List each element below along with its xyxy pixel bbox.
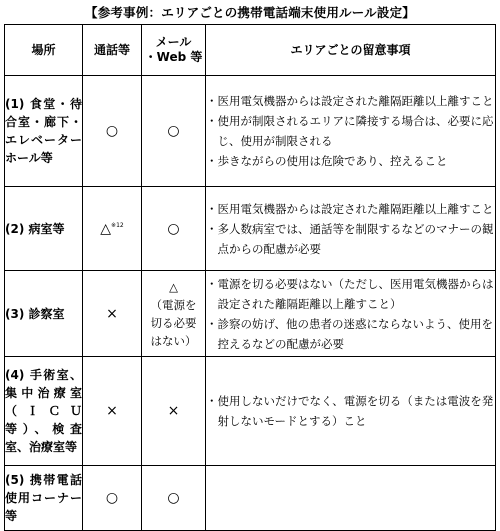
row-call	[83, 466, 142, 531]
note-item	[206, 111, 495, 151]
header-mail-line2: ・Web 等	[144, 50, 203, 64]
note-text: 使用が制限されるエリアに隣接する場合は、必要に応じ、使用が制限される	[217, 114, 494, 148]
note-text: 医用電気機器からは設定された離隔距離以上離すこと	[217, 201, 494, 216]
note-text: 多人数病室では、通話等を制限するなどのマナーの観点からの配慮が必要	[217, 221, 494, 256]
row-call	[83, 271, 142, 357]
mail-symbol: ○	[167, 490, 180, 506]
note-bullet: ・	[206, 316, 218, 331]
header-call: 通話等	[83, 25, 142, 76]
note-bullet: ・	[206, 276, 218, 291]
row-mail	[142, 466, 206, 531]
header-mail-line1: メール	[155, 35, 192, 49]
note-bullet: ・	[206, 94, 218, 108]
row-mail	[142, 76, 206, 187]
note-text: 使用しないだけでなく、電源を切る（または電波を発射しないモードとする）こと	[217, 394, 494, 428]
table-row	[5, 357, 496, 466]
row-mail	[142, 271, 206, 357]
row-call	[83, 76, 142, 187]
row-place: (3) 診察室	[5, 271, 83, 357]
note-item	[206, 199, 495, 219]
header-place: 場所	[5, 25, 83, 76]
row-notes	[206, 271, 496, 357]
note-text: 診察の妨げ、他の患者の迷惑にならないよう、使用を控えるなどの配慮が必要	[217, 316, 494, 351]
note-item	[206, 151, 495, 171]
note-item	[206, 91, 495, 111]
table-row	[5, 466, 496, 531]
row-mail	[142, 357, 206, 466]
row-place: (4) 手術室、集中治療室（ＩＣＵ等）、検査室、治療室等	[5, 357, 83, 466]
call-footnote-ref: ※12	[111, 221, 124, 229]
note-bullet: ・	[206, 221, 218, 236]
note-item	[206, 219, 495, 259]
note-item	[206, 391, 495, 431]
row-place: (5) 携帯電話使用コーナー等	[5, 466, 83, 531]
note-text: 電源を切る必要はない（ただし、医用電気機器からは設定された離隔距離以上離すこと）	[217, 276, 494, 311]
table-header-row	[5, 25, 496, 76]
note-bullet: ・	[206, 154, 218, 168]
call-symbol: ○	[105, 123, 119, 139]
call-symbol: ○	[105, 490, 119, 506]
call-symbol: △	[100, 220, 112, 237]
mail-symbol: ○	[167, 220, 180, 237]
mail-symbol: △	[169, 279, 178, 294]
area-rules-table	[4, 24, 496, 531]
header-notes: エリアごとの留意事項	[206, 25, 496, 76]
mail-symbol: ×	[167, 403, 180, 419]
note-item	[206, 274, 495, 314]
row-call	[83, 357, 142, 466]
call-symbol: ×	[106, 305, 118, 322]
note-text: 歩きながらの使用は危険であり、控えること	[217, 154, 448, 168]
note-item	[206, 314, 495, 354]
row-call	[83, 187, 142, 271]
row-notes	[206, 187, 496, 271]
table-row	[5, 271, 496, 357]
table-row	[5, 187, 496, 271]
document-title: 【参考事例：エリアごとの携帯電話端末使用ルール設定】	[85, 5, 415, 20]
row-place: (1) 食堂・待合室・廊下・エレベーターホール等	[5, 76, 83, 187]
note-bullet: ・	[206, 394, 218, 408]
note-bullet: ・	[206, 201, 218, 216]
call-symbol: ×	[106, 403, 118, 419]
table-row	[5, 76, 496, 187]
mail-note: （電源を切る必要はない）	[150, 297, 197, 348]
row-mail	[142, 187, 206, 271]
note-bullet: ・	[206, 114, 218, 128]
row-place: (2) 病室等	[5, 187, 83, 271]
header-mail	[142, 25, 206, 76]
mail-symbol: ○	[167, 123, 180, 139]
row-notes	[206, 466, 496, 531]
row-notes	[206, 76, 496, 187]
note-text: 医用電気機器からは設定された離隔距離以上離すこと	[217, 94, 494, 108]
row-notes	[206, 357, 496, 466]
empty-notes	[206, 493, 495, 503]
